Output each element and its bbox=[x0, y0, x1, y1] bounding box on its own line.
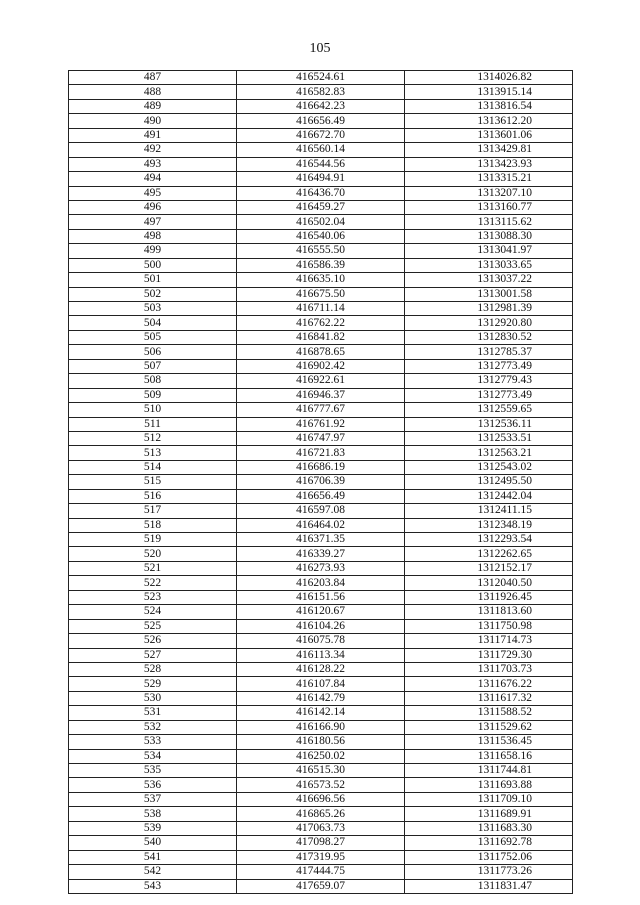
table-row bbox=[69, 807, 573, 821]
x-coordinate-cell: 416436.70 bbox=[237, 186, 405, 200]
table-row bbox=[69, 128, 573, 142]
table-row bbox=[69, 720, 573, 734]
x-coordinate-cell: 416656.49 bbox=[237, 114, 405, 128]
y-coordinate-cell: 1311709.10 bbox=[405, 792, 573, 806]
x-coordinate-cell: 416902.42 bbox=[237, 359, 405, 373]
point-number-cell: 512 bbox=[69, 431, 237, 445]
table-row bbox=[69, 619, 573, 633]
y-coordinate-cell: 1311703.73 bbox=[405, 662, 573, 676]
y-coordinate-cell: 1311536.45 bbox=[405, 735, 573, 749]
table-row bbox=[69, 850, 573, 864]
x-coordinate-cell: 416656.49 bbox=[237, 489, 405, 503]
point-number-cell: 528 bbox=[69, 662, 237, 676]
x-coordinate-cell: 416560.14 bbox=[237, 143, 405, 157]
table-row bbox=[69, 114, 573, 128]
table-row bbox=[69, 403, 573, 417]
x-coordinate-cell: 416586.39 bbox=[237, 258, 405, 272]
x-coordinate-cell: 416555.50 bbox=[237, 244, 405, 258]
x-coordinate-cell: 416464.02 bbox=[237, 518, 405, 532]
point-number-cell: 530 bbox=[69, 691, 237, 705]
table-row bbox=[69, 764, 573, 778]
x-coordinate-cell: 416582.83 bbox=[237, 85, 405, 99]
table-row bbox=[69, 648, 573, 662]
table-row bbox=[69, 417, 573, 431]
table-row bbox=[69, 244, 573, 258]
y-coordinate-cell: 1313423.93 bbox=[405, 157, 573, 171]
y-coordinate-cell: 1311714.73 bbox=[405, 634, 573, 648]
table-row bbox=[69, 99, 573, 113]
point-number-cell: 505 bbox=[69, 330, 237, 344]
point-number-cell: 520 bbox=[69, 547, 237, 561]
point-number-cell: 502 bbox=[69, 287, 237, 301]
y-coordinate-cell: 1311529.62 bbox=[405, 720, 573, 734]
y-coordinate-cell: 1313088.30 bbox=[405, 229, 573, 243]
table-row bbox=[69, 821, 573, 835]
x-coordinate-cell: 416515.30 bbox=[237, 764, 405, 778]
y-coordinate-cell: 1312981.39 bbox=[405, 302, 573, 316]
x-coordinate-cell: 416747.97 bbox=[237, 431, 405, 445]
y-coordinate-cell: 1311773.26 bbox=[405, 865, 573, 879]
point-number-cell: 500 bbox=[69, 258, 237, 272]
y-coordinate-cell: 1311752.06 bbox=[405, 850, 573, 864]
point-number-cell: 524 bbox=[69, 605, 237, 619]
table-row bbox=[69, 446, 573, 460]
point-number-cell: 535 bbox=[69, 764, 237, 778]
point-number-cell: 511 bbox=[69, 417, 237, 431]
x-coordinate-cell: 416696.56 bbox=[237, 792, 405, 806]
x-coordinate-cell: 417063.73 bbox=[237, 821, 405, 835]
point-number-cell: 496 bbox=[69, 200, 237, 214]
table-row bbox=[69, 547, 573, 561]
table-row bbox=[69, 561, 573, 575]
y-coordinate-cell: 1312773.49 bbox=[405, 388, 573, 402]
point-number-cell: 491 bbox=[69, 128, 237, 142]
table-row bbox=[69, 518, 573, 532]
point-number-cell: 504 bbox=[69, 316, 237, 330]
point-number-cell: 527 bbox=[69, 648, 237, 662]
y-coordinate-cell: 1312262.65 bbox=[405, 547, 573, 561]
point-number-cell: 532 bbox=[69, 720, 237, 734]
table-row bbox=[69, 143, 573, 157]
y-coordinate-cell: 1312779.43 bbox=[405, 374, 573, 388]
table-row bbox=[69, 229, 573, 243]
x-coordinate-cell: 416642.23 bbox=[237, 99, 405, 113]
table-row bbox=[69, 879, 573, 893]
y-coordinate-cell: 1312920.80 bbox=[405, 316, 573, 330]
point-number-cell: 519 bbox=[69, 533, 237, 547]
table-row bbox=[69, 778, 573, 792]
x-coordinate-cell: 416104.26 bbox=[237, 619, 405, 633]
y-coordinate-cell: 1313315.21 bbox=[405, 172, 573, 186]
y-coordinate-cell: 1311617.32 bbox=[405, 691, 573, 705]
x-coordinate-cell: 416120.67 bbox=[237, 605, 405, 619]
table-row bbox=[69, 85, 573, 99]
table-row bbox=[69, 374, 573, 388]
y-coordinate-cell: 1311658.16 bbox=[405, 749, 573, 763]
point-number-cell: 523 bbox=[69, 590, 237, 604]
x-coordinate-cell: 416635.10 bbox=[237, 273, 405, 287]
y-coordinate-cell: 1313001.58 bbox=[405, 287, 573, 301]
y-coordinate-cell: 1312559.65 bbox=[405, 403, 573, 417]
x-coordinate-cell: 416706.39 bbox=[237, 475, 405, 489]
table-row bbox=[69, 590, 573, 604]
x-coordinate-cell: 417319.95 bbox=[237, 850, 405, 864]
point-number-cell: 514 bbox=[69, 460, 237, 474]
x-coordinate-cell: 417098.27 bbox=[237, 836, 405, 850]
table-row bbox=[69, 258, 573, 272]
x-coordinate-cell: 416672.70 bbox=[237, 128, 405, 142]
y-coordinate-cell: 1312411.15 bbox=[405, 504, 573, 518]
point-number-cell: 543 bbox=[69, 879, 237, 893]
x-coordinate-cell: 416142.14 bbox=[237, 706, 405, 720]
point-number-cell: 537 bbox=[69, 792, 237, 806]
table-row bbox=[69, 634, 573, 648]
y-coordinate-cell: 1311693.88 bbox=[405, 778, 573, 792]
point-number-cell: 542 bbox=[69, 865, 237, 879]
table-row bbox=[69, 186, 573, 200]
x-coordinate-cell: 416865.26 bbox=[237, 807, 405, 821]
x-coordinate-cell: 417444.75 bbox=[237, 865, 405, 879]
table-row bbox=[69, 533, 573, 547]
y-coordinate-cell: 1312040.50 bbox=[405, 576, 573, 590]
y-coordinate-cell: 1312785.37 bbox=[405, 345, 573, 359]
point-number-cell: 538 bbox=[69, 807, 237, 821]
y-coordinate-cell: 1311689.91 bbox=[405, 807, 573, 821]
y-coordinate-cell: 1312348.19 bbox=[405, 518, 573, 532]
point-number-cell: 534 bbox=[69, 749, 237, 763]
y-coordinate-cell: 1311813.60 bbox=[405, 605, 573, 619]
table-row bbox=[69, 691, 573, 705]
y-coordinate-cell: 1313612.20 bbox=[405, 114, 573, 128]
table-row bbox=[69, 504, 573, 518]
y-coordinate-cell: 1311683.30 bbox=[405, 821, 573, 835]
table-row bbox=[69, 316, 573, 330]
x-coordinate-cell: 416107.84 bbox=[237, 677, 405, 691]
x-coordinate-cell: 416841.82 bbox=[237, 330, 405, 344]
point-number-cell: 508 bbox=[69, 374, 237, 388]
coordinates-table-body bbox=[69, 71, 573, 894]
point-number-cell: 529 bbox=[69, 677, 237, 691]
x-coordinate-cell: 416675.50 bbox=[237, 287, 405, 301]
y-coordinate-cell: 1312495.50 bbox=[405, 475, 573, 489]
table-row bbox=[69, 792, 573, 806]
x-coordinate-cell: 416273.93 bbox=[237, 561, 405, 575]
point-number-cell: 539 bbox=[69, 821, 237, 835]
x-coordinate-cell: 416113.34 bbox=[237, 648, 405, 662]
x-coordinate-cell: 416250.02 bbox=[237, 749, 405, 763]
y-coordinate-cell: 1311926.45 bbox=[405, 590, 573, 604]
y-coordinate-cell: 1311588.52 bbox=[405, 706, 573, 720]
table-row bbox=[69, 287, 573, 301]
y-coordinate-cell: 1312442.04 bbox=[405, 489, 573, 503]
table-row bbox=[69, 489, 573, 503]
x-coordinate-cell: 416371.35 bbox=[237, 533, 405, 547]
point-number-cell: 490 bbox=[69, 114, 237, 128]
table-row bbox=[69, 576, 573, 590]
point-number-cell: 541 bbox=[69, 850, 237, 864]
x-coordinate-cell: 416166.90 bbox=[237, 720, 405, 734]
table-row bbox=[69, 157, 573, 171]
point-number-cell: 521 bbox=[69, 561, 237, 575]
x-coordinate-cell: 416946.37 bbox=[237, 388, 405, 402]
point-number-cell: 531 bbox=[69, 706, 237, 720]
table-row bbox=[69, 273, 573, 287]
point-number-cell: 498 bbox=[69, 229, 237, 243]
y-coordinate-cell: 1313816.54 bbox=[405, 99, 573, 113]
y-coordinate-cell: 1311676.22 bbox=[405, 677, 573, 691]
x-coordinate-cell: 416075.78 bbox=[237, 634, 405, 648]
x-coordinate-cell: 416711.14 bbox=[237, 302, 405, 316]
point-number-cell: 533 bbox=[69, 735, 237, 749]
x-coordinate-cell: 416761.92 bbox=[237, 417, 405, 431]
point-number-cell: 495 bbox=[69, 186, 237, 200]
y-coordinate-cell: 1313037.22 bbox=[405, 273, 573, 287]
table-row bbox=[69, 460, 573, 474]
point-number-cell: 525 bbox=[69, 619, 237, 633]
point-number-cell: 503 bbox=[69, 302, 237, 316]
point-number-cell: 499 bbox=[69, 244, 237, 258]
point-number-cell: 494 bbox=[69, 172, 237, 186]
table-row bbox=[69, 605, 573, 619]
table-row bbox=[69, 359, 573, 373]
table-row bbox=[69, 865, 573, 879]
y-coordinate-cell: 1313115.62 bbox=[405, 215, 573, 229]
x-coordinate-cell: 416878.65 bbox=[237, 345, 405, 359]
x-coordinate-cell: 416721.83 bbox=[237, 446, 405, 460]
y-coordinate-cell: 1313033.65 bbox=[405, 258, 573, 272]
table-row bbox=[69, 836, 573, 850]
table-row bbox=[69, 388, 573, 402]
point-number-cell: 487 bbox=[69, 71, 237, 85]
x-coordinate-cell: 416339.27 bbox=[237, 547, 405, 561]
x-coordinate-cell: 416502.04 bbox=[237, 215, 405, 229]
point-number-cell: 540 bbox=[69, 836, 237, 850]
y-coordinate-cell: 1312543.02 bbox=[405, 460, 573, 474]
table-row bbox=[69, 475, 573, 489]
y-coordinate-cell: 1313160.77 bbox=[405, 200, 573, 214]
point-number-cell: 513 bbox=[69, 446, 237, 460]
y-coordinate-cell: 1312152.17 bbox=[405, 561, 573, 575]
point-number-cell: 522 bbox=[69, 576, 237, 590]
x-coordinate-cell: 416597.08 bbox=[237, 504, 405, 518]
table-row bbox=[69, 706, 573, 720]
point-number-cell: 515 bbox=[69, 475, 237, 489]
table-row bbox=[69, 749, 573, 763]
point-number-cell: 516 bbox=[69, 489, 237, 503]
x-coordinate-cell: 416494.91 bbox=[237, 172, 405, 186]
x-coordinate-cell: 416459.27 bbox=[237, 200, 405, 214]
x-coordinate-cell: 416540.06 bbox=[237, 229, 405, 243]
point-number-cell: 507 bbox=[69, 359, 237, 373]
y-coordinate-cell: 1313915.14 bbox=[405, 85, 573, 99]
point-number-cell: 517 bbox=[69, 504, 237, 518]
x-coordinate-cell: 416142.79 bbox=[237, 691, 405, 705]
y-coordinate-cell: 1312773.49 bbox=[405, 359, 573, 373]
y-coordinate-cell: 1312293.54 bbox=[405, 533, 573, 547]
table-row bbox=[69, 431, 573, 445]
table-row bbox=[69, 330, 573, 344]
y-coordinate-cell: 1314026.82 bbox=[405, 71, 573, 85]
point-number-cell: 536 bbox=[69, 778, 237, 792]
table-row bbox=[69, 172, 573, 186]
x-coordinate-cell: 416573.52 bbox=[237, 778, 405, 792]
x-coordinate-cell: 417659.07 bbox=[237, 879, 405, 893]
table-row bbox=[69, 345, 573, 359]
point-number-cell: 489 bbox=[69, 99, 237, 113]
x-coordinate-cell: 416777.67 bbox=[237, 403, 405, 417]
y-coordinate-cell: 1312830.52 bbox=[405, 330, 573, 344]
table-row bbox=[69, 735, 573, 749]
point-number-cell: 518 bbox=[69, 518, 237, 532]
table-row bbox=[69, 677, 573, 691]
y-coordinate-cell: 1313207.10 bbox=[405, 186, 573, 200]
y-coordinate-cell: 1311744.81 bbox=[405, 764, 573, 778]
point-number-cell: 506 bbox=[69, 345, 237, 359]
y-coordinate-cell: 1311692.78 bbox=[405, 836, 573, 850]
y-coordinate-cell: 1312563.21 bbox=[405, 446, 573, 460]
x-coordinate-cell: 416762.22 bbox=[237, 316, 405, 330]
page-number: 105 bbox=[309, 41, 331, 56]
y-coordinate-cell: 1312536.11 bbox=[405, 417, 573, 431]
y-coordinate-cell: 1311750.98 bbox=[405, 619, 573, 633]
table-row bbox=[69, 215, 573, 229]
table-row bbox=[69, 302, 573, 316]
x-coordinate-cell: 416128.22 bbox=[237, 662, 405, 676]
coordinates-table bbox=[68, 70, 573, 894]
x-coordinate-cell: 416524.61 bbox=[237, 71, 405, 85]
x-coordinate-cell: 416544.56 bbox=[237, 157, 405, 171]
y-coordinate-cell: 1311729.30 bbox=[405, 648, 573, 662]
table-row bbox=[69, 662, 573, 676]
y-coordinate-cell: 1311831.47 bbox=[405, 879, 573, 893]
y-coordinate-cell: 1313429.81 bbox=[405, 143, 573, 157]
y-coordinate-cell: 1313041.97 bbox=[405, 244, 573, 258]
point-number-cell: 493 bbox=[69, 157, 237, 171]
point-number-cell: 488 bbox=[69, 85, 237, 99]
point-number-cell: 501 bbox=[69, 273, 237, 287]
x-coordinate-cell: 416180.56 bbox=[237, 735, 405, 749]
table-row bbox=[69, 200, 573, 214]
y-coordinate-cell: 1312533.51 bbox=[405, 431, 573, 445]
x-coordinate-cell: 416151.56 bbox=[237, 590, 405, 604]
point-number-cell: 510 bbox=[69, 403, 237, 417]
point-number-cell: 492 bbox=[69, 143, 237, 157]
table-row bbox=[69, 71, 573, 85]
point-number-cell: 526 bbox=[69, 634, 237, 648]
x-coordinate-cell: 416922.61 bbox=[237, 374, 405, 388]
point-number-cell: 497 bbox=[69, 215, 237, 229]
point-number-cell: 509 bbox=[69, 388, 237, 402]
y-coordinate-cell: 1313601.06 bbox=[405, 128, 573, 142]
x-coordinate-cell: 416686.19 bbox=[237, 460, 405, 474]
x-coordinate-cell: 416203.84 bbox=[237, 576, 405, 590]
